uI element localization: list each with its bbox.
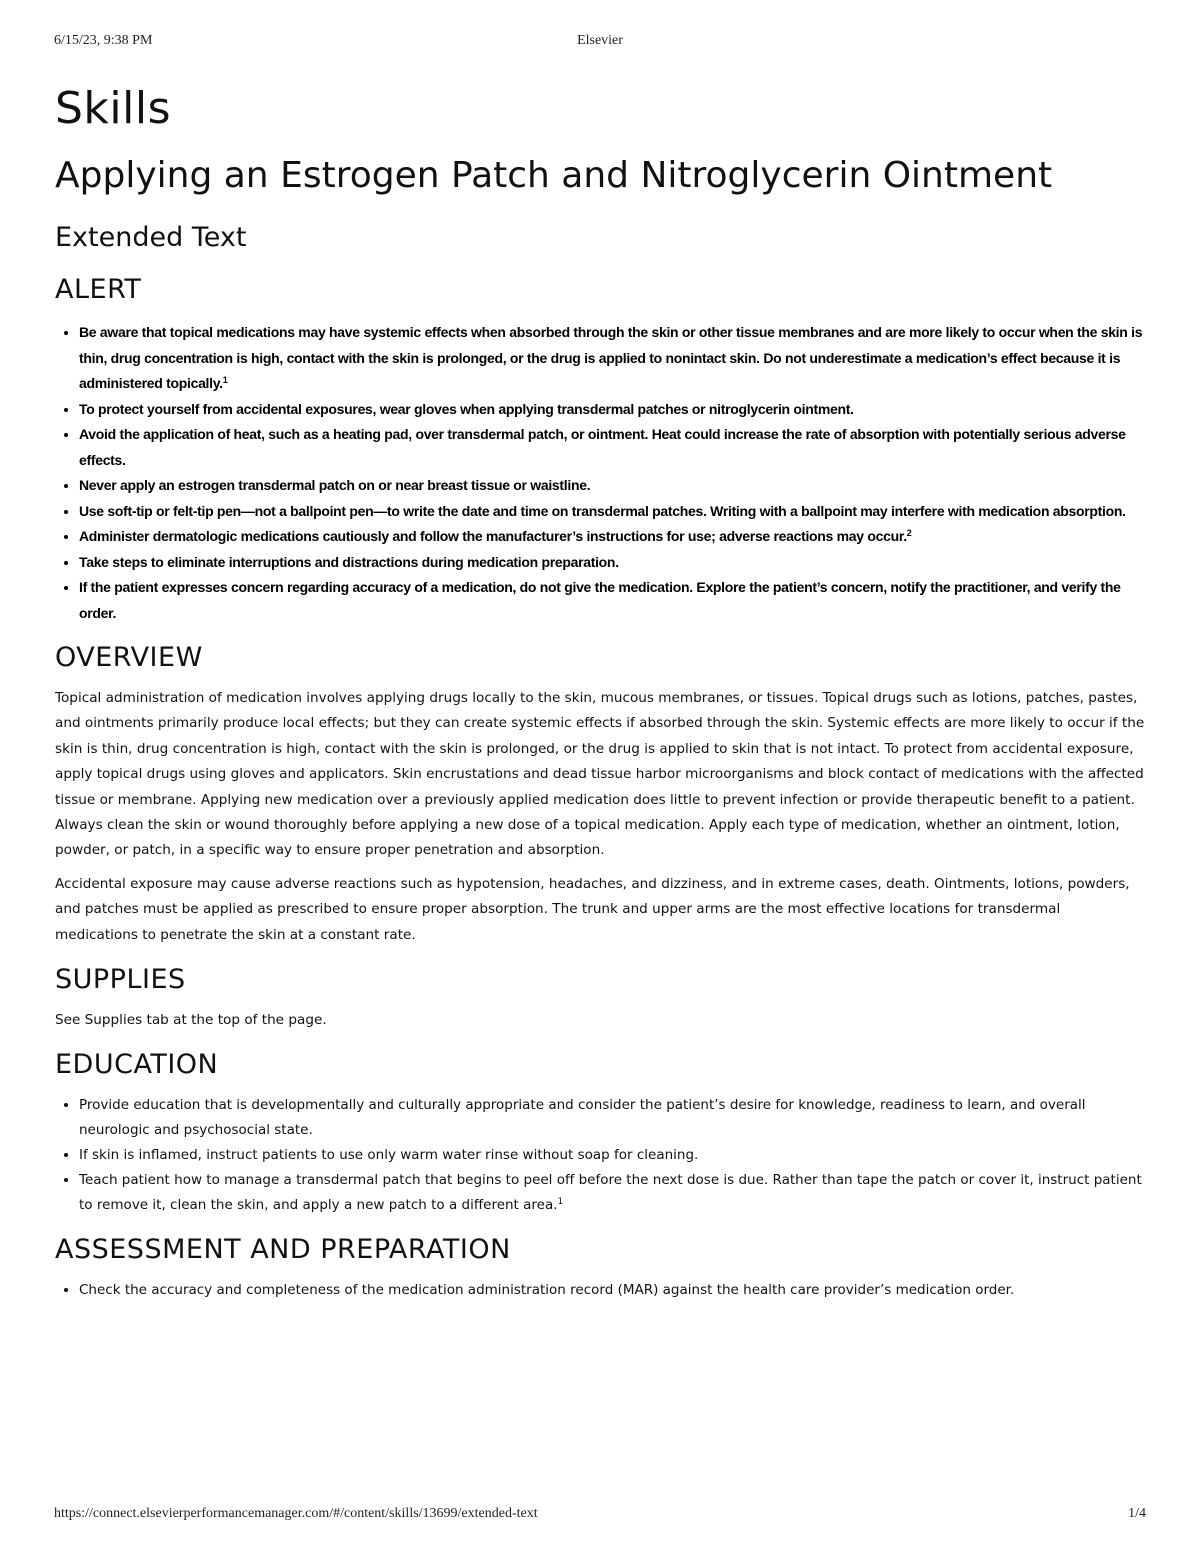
education-list — [55, 1093, 1145, 1218]
page-title: Applying an Estrogen Patch and Nitroglycerin Ointment — [55, 155, 1053, 196]
reference-link[interactable]: 1 — [557, 1197, 564, 1208]
alert-item: • Never apply an estrogen transdermal patch on or near breast tissue or waistline. — [79, 473, 1145, 499]
supplies-heading: SUPPLIES — [55, 964, 186, 996]
category-heading: Skills — [55, 83, 172, 134]
alert-item: • Be aware that topical medications may have systemic effects when absorbed through the skin or other tissue membranes and are more likely to occur when the skin is thin, drug concentration is high, contact with the skin is prolonged, or the drug is applied to nonintact skin. Do not underestimate a medication’s effect because it is administered topically.$^1$ — [79, 320, 1145, 397]
alert-item: • Administer dermatologic medications cautiously and follow the manufacturer’s instructions for use; adverse reactions may occur.$^2$ — [79, 524, 1145, 550]
assessment-item: • Check the accuracy and completeness of the medication administration record (MAR) against the health care provider’s medication order. — [79, 1278, 1145, 1303]
alert-item: • Take steps to eliminate interruptions and distractions during medication preparation. — [79, 550, 1145, 576]
page-url[interactable]: https://connect.elsevierperformancemanager.com/#/content/skills/13699/extended-text — [54, 1506, 538, 1521]
overview-heading: OVERVIEW — [55, 642, 203, 673]
print-header — [54, 33, 1146, 51]
alert-item: • Avoid the application of heat, such as a heating pad, over transdermal patch, or ointment. Heat could increase the rate of absorption with potentially serious adverse effects. — [79, 422, 1145, 473]
page-number: 1/4 — [1128, 1506, 1146, 1521]
education-heading: EDUCATION — [55, 1049, 219, 1081]
alert-item: • If the patient expresses concern regarding accuracy of a medication, do not give the medication. Explore the patient’s concern, notify the practitioner, and verify the order. — [79, 575, 1145, 626]
reference-link[interactable]: 1 — [222, 375, 228, 385]
supplies-text: See Supplies tab at the top of the page. — [55, 1012, 327, 1029]
assessment-list — [55, 1278, 1145, 1303]
reference-link[interactable]: 2 — [906, 528, 912, 538]
print-datetime: 6/15/23, 9:38 PM — [54, 33, 153, 48]
assessment-heading: ASSESSMENT AND PREPARATION — [55, 1234, 511, 1266]
print-footer — [54, 1506, 1146, 1524]
education-item: • If skin is inflamed, instruct patients to use only warm water rinse without soap for cleaning. — [79, 1143, 1145, 1168]
education-item: • Provide education that is developmentally and culturally appropriate and consider the patient’s desire for knowledge, readiness to learn, and overall neurologic and psychosocial state. — [79, 1093, 1145, 1143]
alert-heading: ALERT — [55, 274, 142, 305]
overview-paragraph: Topical administration of medication involves applying drugs locally to the skin, mucous membranes, or tissues. Topical drugs such as lotions, patches, pastes, and ointments primarily produce local effects; but they can create systemic effects if absorbed through the skin. Systemic effects are more likely to occur if the skin is thin, drug concentration is high, contact with the skin is prolonged, or the drug is applied to skin that is not intact. To protect from accidental exposure, apply topical drugs using gloves and applicators. Skin encrustations and dead tissue harbor microorganisms and block contact of medications with the affected tissue or membrane. Applying new medication over a previously applied medication does little to prevent infection or provide therapeutic benefit to a patient. Always clean the skin or wound thoroughly before applying a new dose of a topical medication. Apply each type of medication, whether an ointment, lotion, powder, or patch, in a specific way to ensure proper penetration and absorption. — [55, 690, 1145, 859]
alert-item: • To protect yourself from accidental exposures, wear gloves when applying transdermal patches or nitroglycerin ointment. — [79, 397, 1145, 423]
alert-item: • Use soft-tip or felt-tip pen—not a ballpoint pen—to write the date and time on transdermal patches. Writing with a ballpoint may interfere with medication absorption. — [79, 499, 1145, 525]
print-site-name: Elsevier — [577, 33, 623, 48]
alert-list — [55, 320, 1145, 626]
page-subtitle: Extended Text — [55, 222, 247, 253]
overview-paragraph: Accidental exposure may cause adverse reactions such as hypotension, headaches, and dizziness, and in extreme cases, death. Ointments, lotions, powders, and patches must be applied as prescribed to ensure proper absorption. The trunk and upper arms are the most effective locations for transdermal medications to penetrate the skin at a constant rate. — [55, 875, 1130, 943]
education-item: • Teach patient how to manage a transdermal patch that begins to peel off before the next dose is due. Rather than tape the patch or cover it, instruct patient to remove it, clean the skin, and apply a new patch to a different area.$^1$ — [79, 1168, 1145, 1218]
document-content — [55, 80, 1145, 1303]
